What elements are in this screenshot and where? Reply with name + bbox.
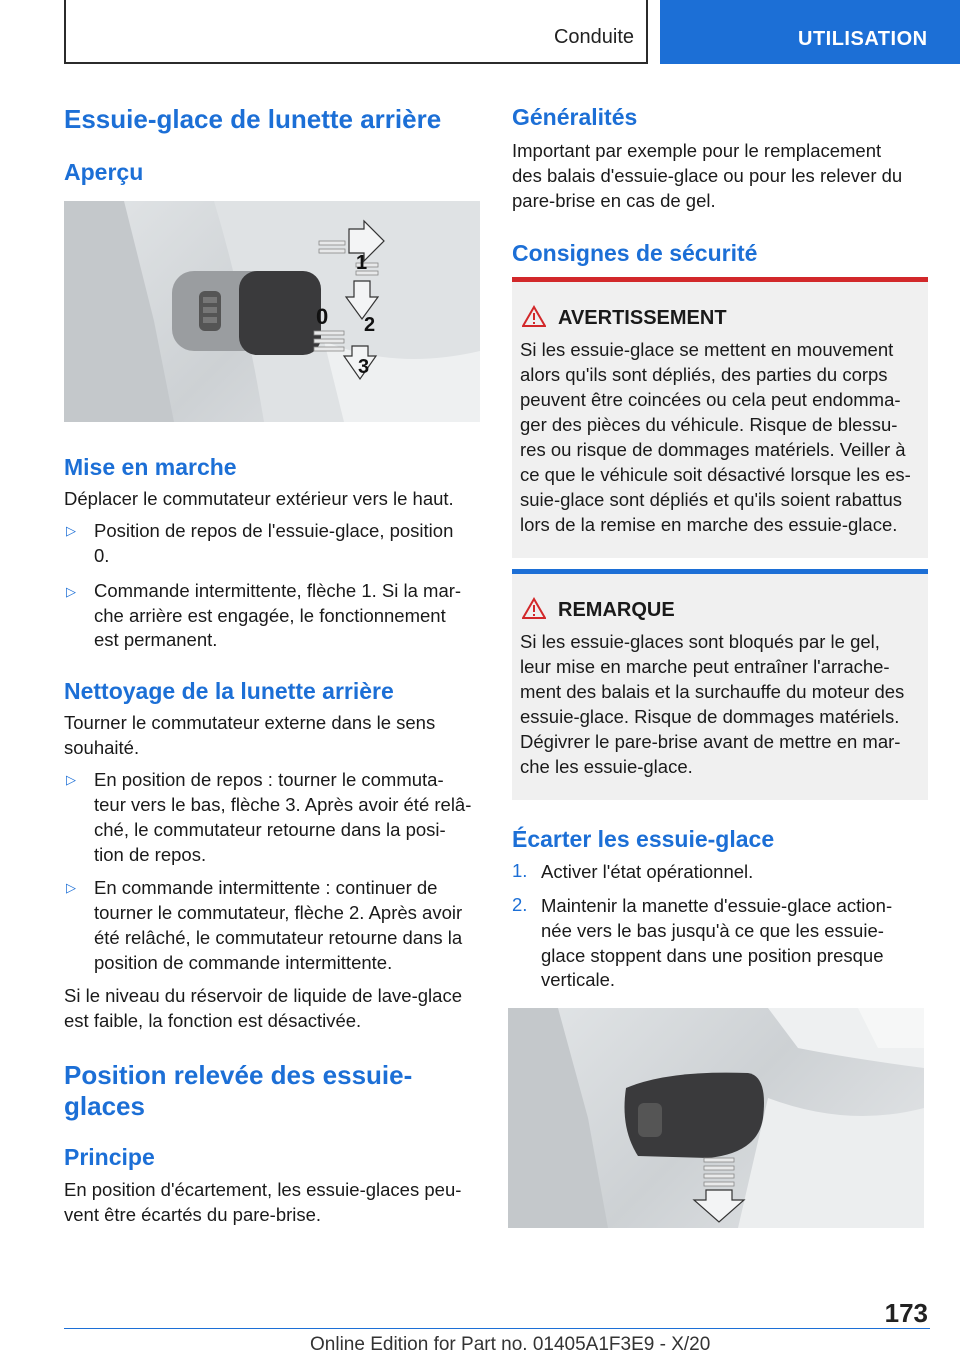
text-line: En commande intermittente : continuer de [94, 877, 438, 898]
bullet-icon: ▷ [66, 523, 76, 538]
notice-bar [512, 569, 928, 574]
warning-triangle-icon [522, 305, 546, 327]
footer-rule [64, 1328, 930, 1329]
text-line: Tourner le commutateur externe dans le sens [64, 712, 436, 733]
text-line: Si le niveau du réservoir de liquide de lave-glace [64, 985, 462, 1006]
heading-position-relevee: Position relevée des essuie- [64, 1060, 413, 1090]
header-section-box [64, 0, 648, 64]
warning-bar [512, 277, 928, 282]
bullet-icon: ▷ [66, 880, 76, 895]
text-line: suie-glace sont dépliés et qu'ils soient rabattus [520, 489, 902, 510]
arrow-label-1: 1 [356, 252, 368, 274]
arrow-label-3: 3 [358, 356, 370, 378]
text-line: ce que le véhicule soit désactivé lorsque les es- [520, 464, 911, 485]
text-line: Commande intermittente, flèche 1. Si la mar- [94, 580, 462, 601]
step-number: 2. [512, 894, 528, 915]
heading-principe: Principe [64, 1144, 155, 1170]
text-line: tion de repos. [94, 844, 207, 865]
warning-title: AVERTISSEMENT [558, 307, 727, 329]
text-line: née vers le bas jusqu'à ce que les essuie- [541, 920, 884, 941]
position-label-0: 0 [316, 304, 329, 329]
text-line: Maintenir la manette d'essuie-glace action- [541, 895, 893, 916]
text-mise: Déplacer le commutateur extérieur vers le haut. [64, 488, 454, 509]
heading-generalites: Généralités [512, 104, 638, 130]
wiper-lever-down-illustration [508, 1008, 924, 1228]
footer-edition: Online Edition for Part no. 01405A1F3E9 - X/20 [310, 1334, 711, 1355]
heading-position-relevee-2: glaces [64, 1091, 145, 1121]
text-line: teur vers le bas, flèche 3. Après avoir été relâ- [94, 794, 472, 815]
text-line: est faible, la fonction est désactivée. [64, 1010, 362, 1031]
text-line: ment des balais et la surchauffe du moteur des [520, 681, 905, 702]
heading-nettoyage: Nettoyage de la lunette arrière [64, 678, 394, 704]
text-line: souhaité. [64, 737, 140, 758]
warning-box [512, 277, 928, 558]
text-line: che les essuie-glace. [520, 756, 693, 777]
notice-triangle-icon [522, 597, 546, 619]
text-line: vent être écartés du pare-brise. [64, 1204, 322, 1225]
bullet-icon: ▷ [66, 772, 76, 787]
arrow-label-2: 2 [364, 314, 376, 336]
text-line: tourner le commutateur, flèche 2. Après avoir [94, 902, 463, 923]
text-line: che arrière est engagée, le fonctionnement [94, 605, 446, 626]
bullet-icon: ▷ [66, 584, 76, 599]
text-line: position de commande intermittente. [94, 952, 393, 973]
notice-title: REMARQUE [558, 599, 675, 621]
text-line: Si les essuie-glaces sont bloqués par le gel, [520, 631, 880, 652]
notice-box [512, 569, 928, 800]
heading-mise-en-marche: Mise en marche [64, 454, 237, 480]
text-line: En position d'écartement, les essuie-glaces peu- [64, 1179, 462, 1200]
text-line: Position de repos de l'essuie-glace, position [94, 520, 454, 541]
text-line: alors qu'ils sont dépliés, des parties du corps [520, 364, 888, 385]
text-line: Important par exemple pour le remplacement [512, 140, 882, 161]
text-line: pare-brise en cas de gel. [512, 190, 716, 211]
text-line: Dégivrer le pare-brise avant de mettre en mar- [520, 731, 901, 752]
heading-apercu: Aperçu [64, 159, 144, 185]
header-section-label: Conduite [553, 26, 634, 48]
text-line: été relâché, le commutateur retourne dans la [94, 927, 463, 948]
heading-consignes: Consignes de sécurité [512, 240, 758, 266]
step-number: 1. [512, 860, 528, 881]
text-line: des balais d'essuie-glace ou pour les relever du [512, 165, 903, 186]
text-line: Activer l'état opérationnel. [541, 861, 754, 882]
text-line: lors de la remise en marche des essuie-glace. [520, 514, 898, 535]
text-line: En position de repos : tourner le commuta- [94, 769, 444, 790]
wiper-switch-illustration [64, 201, 480, 422]
text-line: ché, le commutateur retourne dans la posi- [94, 819, 446, 840]
text-line: glace stoppent dans une position presque [541, 945, 884, 966]
text-line: Si les essuie-glace se mettent en mouvement [520, 339, 894, 360]
header-tab-label: UTILISATION [798, 28, 928, 50]
text-line: est permanent. [94, 629, 218, 650]
text-line: res ou risque de dommages matériels. Veiller à [520, 439, 906, 460]
text-line: peuvent être coincées ou cela peut endomma- [520, 389, 901, 410]
header-tab[interactable] [660, 0, 960, 64]
heading-ecarter: Écarter les essuie-glace [512, 826, 775, 852]
page-title: Essuie-glace de lunette arrière [64, 104, 442, 134]
text-line: essuie-glace. Risque de dommages matériels. [520, 706, 900, 727]
text-line: verticale. [541, 969, 616, 990]
text-line: 0. [94, 545, 110, 566]
text-line: ger des pièces du véhicule. Risque de blessu- [520, 414, 898, 435]
page-number: 173 [884, 1298, 928, 1328]
text-line: leur mise en marche peut entraîner l'arrache- [520, 656, 890, 677]
